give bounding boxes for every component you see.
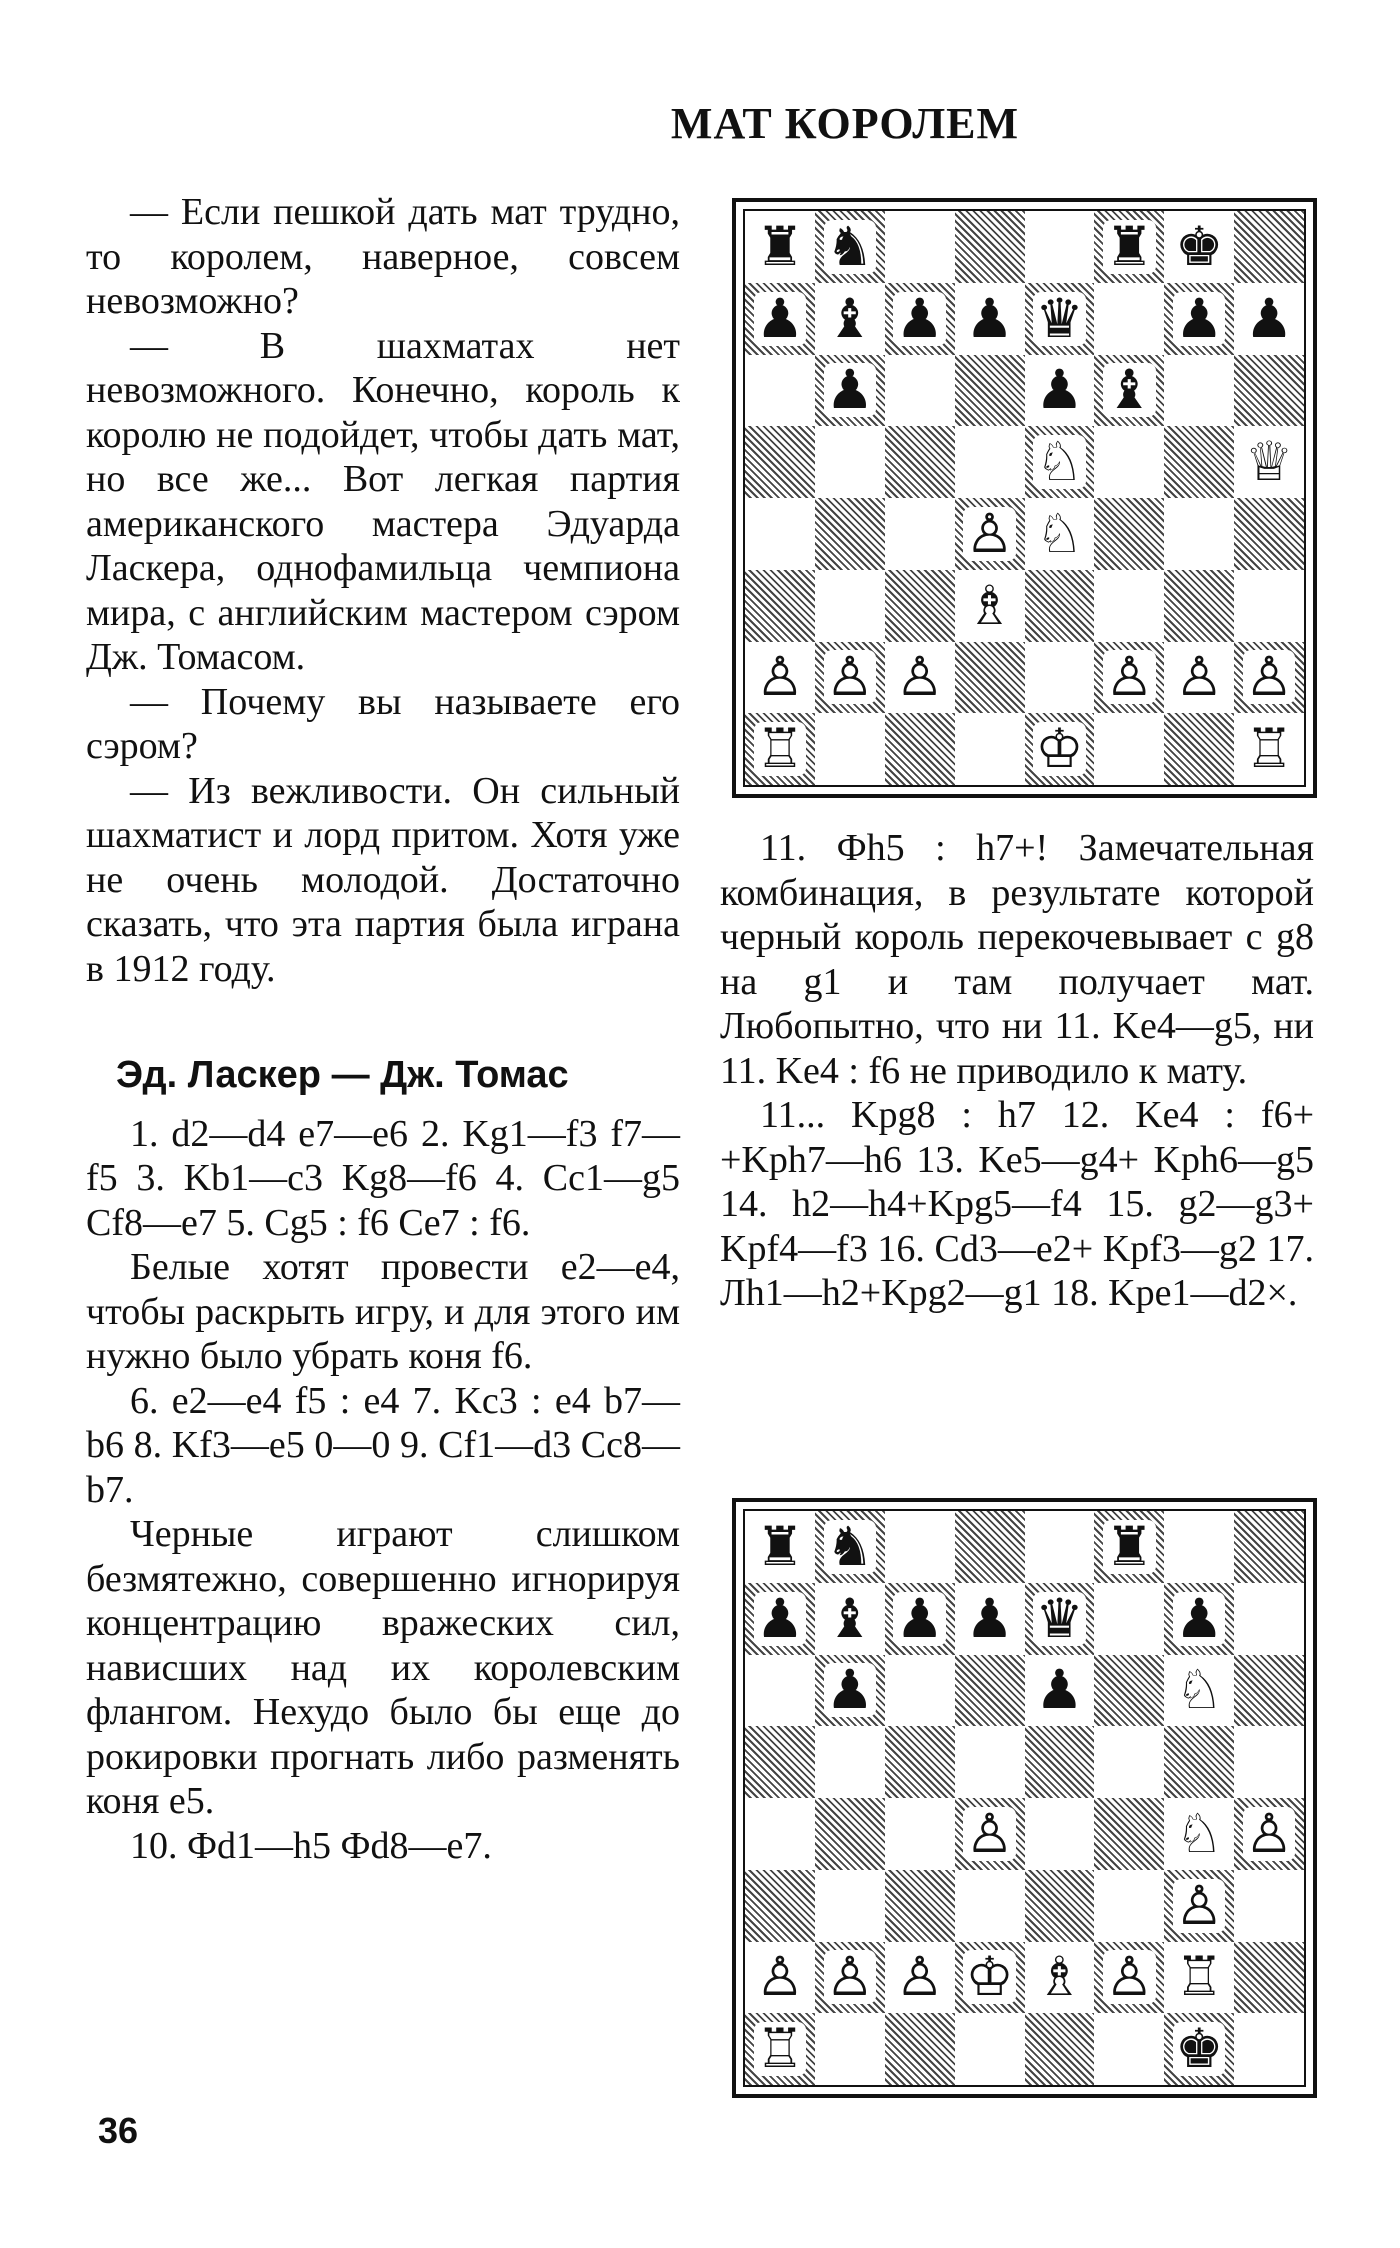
chess-piece-icon: ♛ (1035, 1586, 1084, 1650)
chess-piece-icon: ♟ (965, 286, 1014, 350)
board-square (955, 642, 1025, 714)
dialogue-paragraph: — В шахматах нет невозможного. Конечно, король к королю не подойдет, чтобы дать мат, но все же... Вот легкая партия американского мастера Эдуарда Ласкера, однофамильца чемпиона мира, с английским мастером сэром Дж. Томасом. (86, 324, 680, 678)
dialogue-paragraph: — Если пешкой дать мат трудно, то королем, наверное, совсем невозможно? (86, 191, 680, 322)
board-square (1094, 1583, 1164, 1655)
board-square (1025, 713, 1095, 785)
commentary-paragraph: 11. Фh5 : h7+! Замечательная комбинация, в результате которой черный король перекочевывает с g8 на g1 и там получает мат. Любопытно, что ни 11. Ke4—g5, ни 11. Ke4 : f6 не приводило к мату. (720, 827, 1314, 1092)
moves-paragraph: 1. d2—d4 e7—e6 2. Kg1—f3 f7—f5 3. Kb1—c3 Kg8—f6 4. Cc1—g5 Cf8—e7 5. Cg5 : f6 Ce7 : f6. (86, 1112, 680, 1244)
chess-piece-icon: ♟ (825, 1658, 875, 1722)
board-square (1164, 1511, 1234, 1583)
board-square (745, 426, 815, 498)
board-square (885, 1726, 955, 1798)
game-heading: Эд. Ласкер — Дж. Томас (116, 1054, 569, 1096)
chess-piece-icon: ♘ (1174, 1658, 1224, 1722)
chess-piece-icon: ♙ (1244, 1801, 1294, 1865)
board-square (1164, 283, 1234, 355)
board-square (1234, 1583, 1304, 1655)
chess-piece-icon: ♜ (755, 1514, 805, 1578)
board-square (1234, 1655, 1304, 1727)
board-square (1234, 570, 1304, 642)
board-square (955, 1870, 1025, 1942)
board-square (815, 498, 885, 570)
board-square (955, 1511, 1025, 1583)
board-square (1234, 1942, 1304, 2014)
board-square (1094, 2013, 1164, 2085)
chess-piece-icon: ♝ (825, 1586, 875, 1650)
board-square (745, 1726, 815, 1798)
board-square (1025, 498, 1095, 570)
board-square (745, 1511, 815, 1583)
chess-piece-icon: ♝ (825, 286, 875, 350)
board-square (745, 1942, 815, 2014)
board-square (1094, 713, 1164, 785)
board-square (815, 355, 885, 427)
board-square (815, 1511, 885, 1583)
board-square (1094, 1870, 1164, 1942)
chess-piece-icon: ♗ (965, 573, 1014, 637)
board-square (955, 211, 1025, 283)
board-square (955, 355, 1025, 427)
chess-piece-icon: ♞ (825, 214, 875, 278)
board-square (885, 1583, 955, 1655)
board-square (815, 642, 885, 714)
chess-piece-icon: ♗ (1035, 1945, 1084, 2009)
chess-piece-icon: ♙ (965, 1801, 1014, 1865)
board-square (885, 1870, 955, 1942)
board-square (1094, 426, 1164, 498)
board-square (955, 1798, 1025, 1870)
chess-piece-icon: ♖ (1244, 717, 1294, 781)
board-square (1025, 1726, 1095, 1798)
board-square (1234, 283, 1304, 355)
board-square (885, 426, 955, 498)
board-square (815, 426, 885, 498)
chess-piece-icon: ♟ (895, 286, 944, 350)
chess-piece-icon: ♟ (1244, 286, 1294, 350)
board-square (1025, 1583, 1095, 1655)
chess-piece-icon: ♟ (1035, 1658, 1084, 1722)
board-square (745, 498, 815, 570)
board-square (1025, 426, 1095, 498)
board-square (1234, 355, 1304, 427)
board-square (885, 2013, 955, 2085)
chess-piece-icon: ♜ (1105, 1514, 1154, 1578)
board-square (1025, 355, 1095, 427)
chess-piece-icon: ♙ (1105, 1945, 1154, 2009)
board-square (1164, 1726, 1234, 1798)
board-square (815, 570, 885, 642)
board-square (1234, 211, 1304, 283)
board-square (955, 713, 1025, 785)
board-square (815, 283, 885, 355)
board-square (815, 211, 885, 283)
moves-paragraph: 11... Kpg8 : h7 12. Ke4 : f6+ +Kph7—h6 13. Ke5—g4+ Kph6—g5 14. h2—h4+Kpg5—f4 15. g2—g3+ Kpf4—f3 16. Cd3—e2+ Kpf3—g2 17. Лh1—h2+Kpg2—g1 18. Kpe1—d2×. (720, 1094, 1314, 1314)
board-square (1234, 1511, 1304, 1583)
board-square (885, 1655, 955, 1727)
board-square (815, 2013, 885, 2085)
chess-piece-icon: ♖ (755, 717, 805, 781)
board-square (745, 713, 815, 785)
chess-piece-icon: ♙ (825, 1945, 875, 2009)
board-square (1234, 1798, 1304, 1870)
board-square (815, 1942, 885, 2014)
left-column (86, 190, 680, 1868)
chess-piece-icon: ♙ (825, 645, 875, 709)
board-square (1234, 2013, 1304, 2085)
board-square (1025, 1942, 1095, 2014)
chess-piece-icon: ♙ (895, 645, 944, 709)
board-square (815, 713, 885, 785)
board-square (885, 355, 955, 427)
moves-paragraph: 6. e2—e4 f5 : e4 7. Kc3 : e4 b7—b6 8. Kf3—e5 0—0 9. Cf1—d3 Cc8—b7. (86, 1379, 680, 1511)
chess-piece-icon: ♙ (1244, 645, 1294, 709)
chess-piece-icon: ♟ (755, 1586, 805, 1650)
board-square (815, 1798, 885, 1870)
chess-piece-icon: ♕ (1244, 430, 1294, 494)
board-square (745, 1798, 815, 1870)
board-square (955, 283, 1025, 355)
chess-piece-icon: ♟ (825, 358, 875, 422)
page-number: 36 (98, 2110, 139, 2151)
board-square (745, 1583, 815, 1655)
chess-piece-icon: ♙ (755, 645, 805, 709)
chess-piece-icon: ♜ (1105, 214, 1154, 278)
chess-piece-icon: ♟ (755, 286, 805, 350)
chess-board (743, 209, 1306, 787)
chess-piece-icon: ♖ (755, 2017, 805, 2081)
board-square (1164, 1798, 1234, 1870)
commentary-paragraph: Черные играют слишком безмятежно, совершенно игнорируя концентрацию вражеских сил, нависших над их королевским флангом. Нехудо было бы еще до рокировки прогнать либо разменять коня e5. (86, 1513, 680, 1822)
board-square (1094, 1655, 1164, 1727)
moves-paragraph: 10. Фd1—h5 Фd8—e7. (130, 1824, 492, 1867)
board-square (955, 1583, 1025, 1655)
board-square (1164, 642, 1234, 714)
board-square (1164, 2013, 1234, 2085)
board-square (815, 1726, 885, 1798)
board-square (885, 498, 955, 570)
board-square (1094, 211, 1164, 283)
board-square (885, 1511, 955, 1583)
chess-diagram-1 (732, 198, 1317, 798)
chess-piece-icon: ♙ (895, 1945, 944, 2009)
board-square (885, 1942, 955, 2014)
board-square (745, 1655, 815, 1727)
chess-piece-icon: ♔ (965, 1945, 1014, 2009)
board-square (955, 1655, 1025, 1727)
chess-piece-icon: ♘ (1035, 501, 1084, 565)
board-square (1094, 1798, 1164, 1870)
board-square (1164, 211, 1234, 283)
board-square (1025, 642, 1095, 714)
board-square (885, 570, 955, 642)
chess-piece-icon: ♞ (825, 1514, 875, 1578)
board-square (1234, 642, 1304, 714)
chess-piece-icon: ♟ (1035, 358, 1084, 422)
board-square (745, 570, 815, 642)
board-square (955, 570, 1025, 642)
dialogue-paragraph: — Из вежливости. Он сильный шахматист и лорд притом. Хотя уже не очень молодой. Достаточно сказать, что эта партия была играна в 1912 году. (86, 769, 680, 990)
board-square (815, 1655, 885, 1727)
board-square (885, 211, 955, 283)
board-square (1164, 426, 1234, 498)
chess-piece-icon: ♙ (1105, 645, 1154, 709)
board-square (745, 2013, 815, 2085)
chess-diagram-2 (732, 1498, 1317, 2098)
board-square (1234, 426, 1304, 498)
chess-piece-icon: ♔ (1035, 717, 1084, 781)
board-square (1164, 355, 1234, 427)
board-square (745, 355, 815, 427)
chess-piece-icon: ♚ (1174, 2017, 1224, 2081)
board-square (1094, 283, 1164, 355)
chess-piece-icon: ♟ (1174, 286, 1224, 350)
board-square (1164, 1870, 1234, 1942)
board-square (1094, 1511, 1164, 1583)
board-square (745, 283, 815, 355)
board-square (955, 498, 1025, 570)
board-square (1234, 498, 1304, 570)
board-square (745, 1870, 815, 1942)
board-square (885, 642, 955, 714)
board-square (1025, 1798, 1095, 1870)
chess-piece-icon: ♟ (1174, 1586, 1224, 1650)
board-square (1164, 1942, 1234, 2014)
board-square (955, 1726, 1025, 1798)
chess-piece-icon: ♟ (965, 1586, 1014, 1650)
board-square (1094, 355, 1164, 427)
chess-piece-icon: ♙ (1174, 645, 1224, 709)
board-square (1025, 211, 1095, 283)
board-square (955, 1942, 1025, 2014)
board-square (955, 426, 1025, 498)
board-square (1094, 570, 1164, 642)
board-square (1164, 570, 1234, 642)
board-square (1164, 1655, 1234, 1727)
chess-piece-icon: ♘ (1174, 1801, 1224, 1865)
board-square (1094, 1942, 1164, 2014)
board-square (815, 1583, 885, 1655)
board-square (1164, 1583, 1234, 1655)
board-square (1094, 642, 1164, 714)
board-square (1025, 1870, 1095, 1942)
dialogue-paragraph: — Почему вы называете его сэром? (86, 680, 680, 767)
page-title: МАТ КОРОЛЕМ (670, 99, 1020, 148)
board-square (1234, 713, 1304, 785)
board-square (1094, 1726, 1164, 1798)
chess-piece-icon: ♖ (1174, 1945, 1224, 2009)
chess-piece-icon: ♜ (755, 214, 805, 278)
board-square (815, 1870, 885, 1942)
chess-piece-icon: ♙ (755, 1945, 805, 2009)
board-square (1025, 1511, 1095, 1583)
board-square (955, 2013, 1025, 2085)
board-square (885, 1798, 955, 1870)
board-square (1164, 498, 1234, 570)
board-square (745, 211, 815, 283)
board-square (885, 713, 955, 785)
board-square (745, 642, 815, 714)
chess-board (743, 1509, 1306, 2087)
chess-piece-icon: ♘ (1035, 430, 1084, 494)
commentary-paragraph: Белые хотят провести e2—e4, чтобы раскрыть игру, и для этого им нужно было убрать коня f6. (86, 1246, 680, 1377)
chess-piece-icon: ♝ (1105, 358, 1154, 422)
board-square (1025, 1655, 1095, 1727)
board-square (1234, 1726, 1304, 1798)
chess-piece-icon: ♙ (965, 501, 1014, 565)
board-square (1025, 2013, 1095, 2085)
chess-piece-icon: ♟ (895, 1586, 944, 1650)
board-square (885, 283, 955, 355)
board-square (1025, 570, 1095, 642)
board-square (1025, 283, 1095, 355)
right-column (720, 826, 1314, 1316)
chess-piece-icon: ♙ (1174, 1873, 1224, 1937)
board-square (1164, 713, 1234, 785)
chess-piece-icon: ♛ (1035, 286, 1084, 350)
board-square (1234, 1870, 1304, 1942)
board-square (1094, 498, 1164, 570)
chess-piece-icon: ♚ (1174, 214, 1224, 278)
